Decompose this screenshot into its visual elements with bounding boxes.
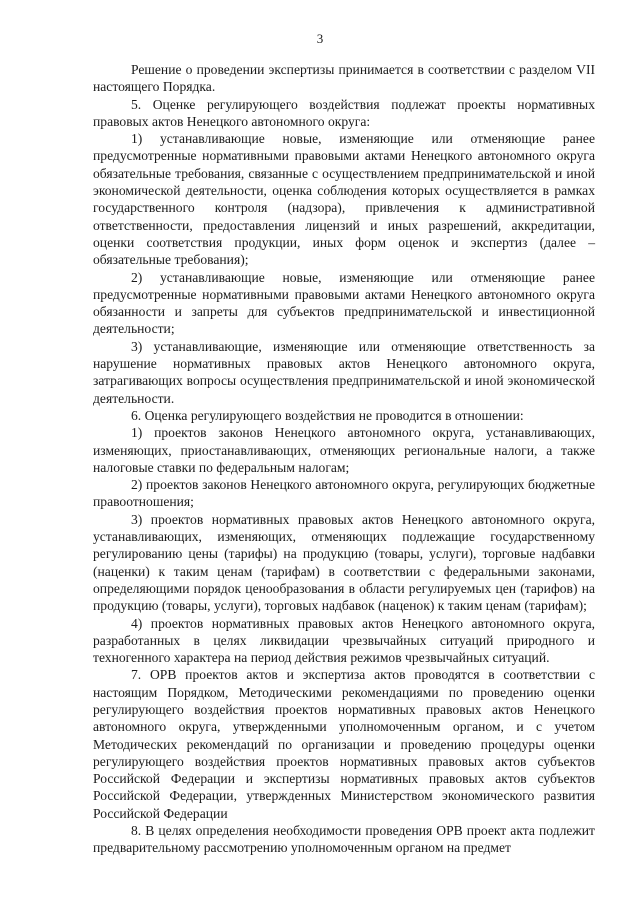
paragraph-item-6-2: 2) проектов законов Ненецкого автономного округа, регулирующих бюджетные правоотношения; xyxy=(93,477,595,510)
paragraph-item-5: 5. Оценке регулирующего воздействия подлежат проекты нормативных правовых актов Ненецкого автономного округа: xyxy=(93,96,595,129)
paragraph-item-6-1: 1) проектов законов Ненецкого автономного округа, устанавливающих, изменяющих, приостанавливающих, отменяющих региональные налоги, а также налоговые ставки по федеральным налогам; xyxy=(93,425,595,475)
paragraph-item-8: 8. В целях определения необходимости проведения ОРВ проект акта подлежит предварительному рассмотрению уполномоченным органом на предмет xyxy=(93,823,595,856)
paragraph-item-5-1: 1) устанавливающие новые, изменяющие или отменяющие ранее предусмотренные нормативными правовыми актами Ненецкого автономного округа обязательные требования, связанные с осуществлением предпринимательской и иной экономической деятельности, оценка соблюдения которых осуществляется в рамках государственного контроля (надзора), привлечения к административной ответственности, предоставления лицензий и иных разрешений, аккредитации, оценки соответствия продукции, иных форм оценок и экспертиз (далее – обязательные требования); xyxy=(93,131,595,268)
paragraph-item-5-3: 3) устанавливающие, изменяющие или отменяющие ответственность за нарушение нормативных правовых актов Ненецкого автономного округа, затрагивающих вопросы осуществления предпринимательской и иной экономической деятельности. xyxy=(93,338,595,406)
page-number: 3 xyxy=(316,31,324,46)
paragraph-expertise-decision: Решение о проведении экспертизы принимается в соответствии с разделом VII настоящего Порядка. xyxy=(93,62,595,95)
paragraph-item-6: 6. Оценка регулирующего воздействия не проводится в отношении: xyxy=(131,407,524,423)
paragraph-item-6-4: 4) проектов нормативных правовых актов Ненецкого автономного округа, разработанных в целях ликвидации чрезвычайных ситуаций природного и техногенного характера на период действия режимов чрезвычайных ситуаций. xyxy=(93,615,595,666)
paragraph-item-5-2: 2) устанавливающие новые, изменяющие или отменяющие ранее предусмотренные нормативными правовыми актами Ненецкого автономного округа обязанности и запреты для субъектов предпринимательской и инвестиционной деятельности; xyxy=(93,269,595,337)
paragraph-item-7: 7. ОРВ проектов актов и экспертиза актов проводятся в соответствии с настоящим Порядком, Методическими рекомендациями по проведению оценки регулирующего воздействия проектов нормативных правовых актов Ненецкого автономного округа, утвержденными уполномоченным органом, и с учетом Методических рекомендаций по организации и проведению процедуры оценки регулирующего воздействия проектов нормативных правовых актов субъектов Российской Федерации и экспертизы нормативных правовых актов субъектов Российской Федерации, утвержденных Министерством экономического развития Российской Федерации xyxy=(93,667,595,821)
document-body xyxy=(93,61,595,857)
paragraph-item-6-3: 3) проектов нормативных правовых актов Ненецкого автономного округа, устанавливающих, изменяющих, отменяющих подлежащие государственному регулированию цены (тарифы) на продукцию (товары, услуги), торговые надбавки (наценки) к таким ценам (тарифам) в соответствии с федеральными законами, определяющими порядок ценообразования в области регулируемых цен (тарифов) на продукцию (товары, услуги), торговых надбавок (наценок) к таким ценам (тарифам); xyxy=(93,511,595,614)
